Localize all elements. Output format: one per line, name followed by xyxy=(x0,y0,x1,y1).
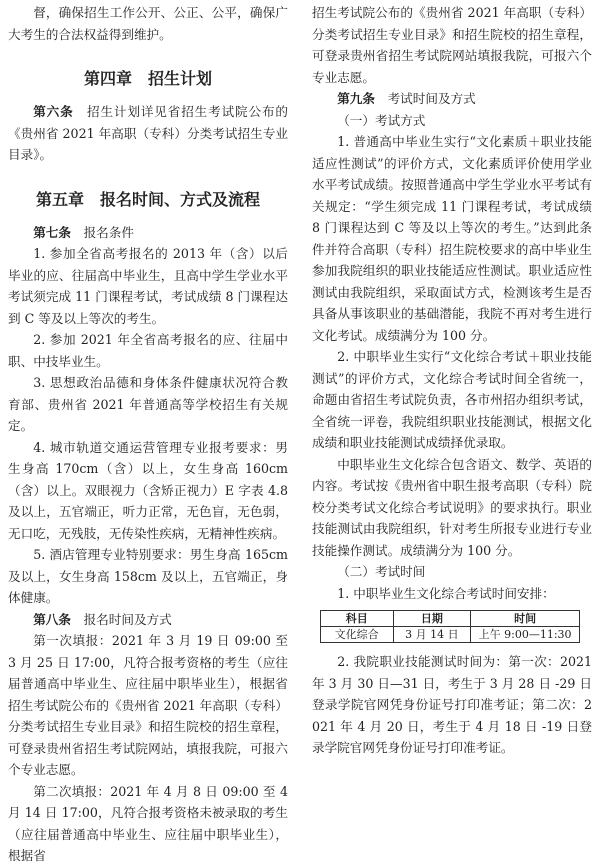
article-6 xyxy=(8,101,288,166)
registration-round-2: 第二次填报：2021 年 4 月 8 日 09:00 至 4 月 14 日 17:00，凡符合报考资格未被录取的考生（应往届普通高中毕业生、应往届中职毕业生），根据省 xyxy=(8,783,288,863)
table-header-date: 日期 xyxy=(393,611,471,627)
article-7-heading xyxy=(8,222,288,244)
condition-3: 3. 思想政治品德和身体条件健康状况符合教育部、贵州省 2021 年普通高等学校招生有关规定。 xyxy=(8,375,288,433)
article-7-label: 第七条 xyxy=(33,224,71,240)
left-column xyxy=(8,0,288,867)
chapter-4-heading: 第四章 招生计划 xyxy=(83,69,212,88)
paragraph-continuation-right: 招生考试院公布的《贵州省 2021 年高职（专科）分类考试招生专业目录》和招生院校的招生章程，可登录贵州省招生考试院网站填报我院，可报六个专业志愿。 xyxy=(312,5,592,85)
table-header-subject: 科目 xyxy=(321,611,394,627)
article-8-title: 报名时间及方式 xyxy=(70,611,172,627)
article-7-title: 报名条件 xyxy=(70,224,134,240)
article-8-label: 第八条 xyxy=(33,611,71,627)
condition-1: 1. 参加全省高考报名的 2013 年（含）以后毕业的应、往届高中毕业生，且高中学生学业水平考试须完成 11 门课程考试，考试成绩 8 门课程达到 C 等及以上等次的考生。 xyxy=(8,246,288,326)
condition-4: 4. 城市轨道交通运营管理专业报考要求：男生身高 170cm（含）以上，女生身高 160cm（含）以上。双眼视力（含矫正视力）E 字表 4.8 及以上，五官端正，听力正常，无色盲，无色弱，无口吃，无残肢，无传染性疾病，无精神性疾病。 xyxy=(8,439,288,541)
exam-time-intro: 1. 中职毕业生文化综合考试时间安排： xyxy=(337,585,555,601)
article-6-label: 第六条 xyxy=(33,104,74,119)
table-cell-time: 上午 9:00—11:30 xyxy=(471,627,580,643)
paragraph-continuation: 督，确保招生工作公开、公正、公平，确保广大考生的合法权益得到维护。 xyxy=(8,5,288,42)
condition-2: 2. 参加 2021 年全省高考报名的应、往届中职、中技毕业生。 xyxy=(8,332,288,369)
method-2: 2. 中职毕业生实行“文化综合考试＋职业技能测试”的评价方式，文化综合考试时间全省统一，命题由省招生考试院负责，各市州招办组织考试，全省统一评卷，我院组织职业技能测试，根据文化成绩和职业技能测试成绩择优录取。 xyxy=(312,349,592,450)
chapter-5-heading: 第五章 报名时间、方式及流程 xyxy=(35,189,260,209)
table-row xyxy=(321,627,580,643)
right-column xyxy=(312,0,592,759)
registration-round-1: 第一次填报：2021 年 3 月 19 日 09:00 至 3 月 25 日 17:00，凡符合报考资格的考生（应往届普通高中毕业生、应往届中职毕业生），根据省招生考试院公布的《贵州省 2021 年高职（专科）分类考试招生专业目录》和招生院校的招生章程，可登录贵州省招生考试院网站，填报我院，可报六个专业志愿。 xyxy=(8,633,288,777)
skill-test-time: 2. 我院职业技能测试时间为：第一次：2021 年 3 月 30 日—31 日，考生于 3 月 28 日 -29 日登录学院官网凭身份证号打印准考证；第二次：2021 年 4 月 20 日，考生于 4 月 18 日 -19 日登录学院官网凭身份证号打印准考证。 xyxy=(312,654,592,755)
table-cell-subject: 文化综合 xyxy=(321,627,394,643)
article-9-heading xyxy=(312,88,592,110)
method-3: 中职毕业生文化综合包含语文、数学、英语的内容。考试按《贵州省中职生报考高职（专科）院校分类考试文化综合考试说明》的要求执行。职业技能测试由我院组织，针对考生所报专业进行专业技能操作测试。成绩满分为 100 分。 xyxy=(312,456,592,558)
section-exam-method: （一）考试方式 xyxy=(337,112,426,128)
article-8-heading xyxy=(8,609,288,631)
method-1: 1. 普通高中毕业生实行“文化素质＋职业技能适应性测试”的评价方式，文化素质评价使用学业水平考试成绩。按照普通高中学生学业水平考试有关规定：“学生须完成 11 门课程考试，考试成绩 8 门课程达到 C 等及以上等次的考生。”达到此条件并符合高职（专科）招生院校要求的高中毕业生参加我院组织的职业技能适应性测试。职业适应性测试由我院组织，采取面试方式，检测该考生是否具备从事该职业的基础潜能，我院不再对考生进行文化考试。成绩满分为 100 分。 xyxy=(312,134,592,343)
table-header-time: 时间 xyxy=(471,611,580,627)
article-6-text: 招生计划详见省招生考试院公布的《贵州省 2021 年高职（专科）分类考试招生专业目录》。 xyxy=(8,104,289,162)
condition-5: 5. 酒店管理专业特别要求：男生身高 165cm 及以上，女生身高 158cm 及以上，五官端正，身体健康。 xyxy=(8,547,288,605)
section-exam-time: （二）考试时间 xyxy=(337,564,426,579)
table-cell-date: 3 月 14 日 xyxy=(393,627,471,643)
exam-schedule-table xyxy=(320,610,580,643)
table-header-row xyxy=(321,611,580,627)
article-9-title: 考试时间及方式 xyxy=(374,91,476,106)
article-9-label: 第九条 xyxy=(337,91,375,106)
